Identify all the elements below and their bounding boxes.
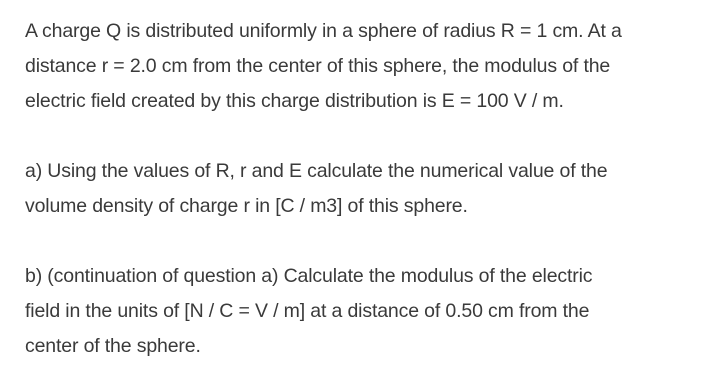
problem-statement: A charge Q is distributed uniformly in a sphere of radius R = 1 cm. At a distance r = 2.0 cm from the center of this sphere, the modulus of the electric field created by this charge distribution is E = 100 V / m. (25, 20, 622, 112)
paragraph-gap (25, 119, 721, 154)
paragraph-gap (25, 224, 721, 259)
question-text (25, 14, 721, 364)
question-part-b: b) (continuation of question a) Calculate the modulus of the electric field in the units of [N / C = V / m] at a distance of 0.50 cm from the center of the sphere. (25, 265, 593, 357)
question-part-a: a) Using the values of R, r and E calculate the numerical value of the volume density of charge r in [C / m3] of this sphere. (25, 160, 608, 217)
